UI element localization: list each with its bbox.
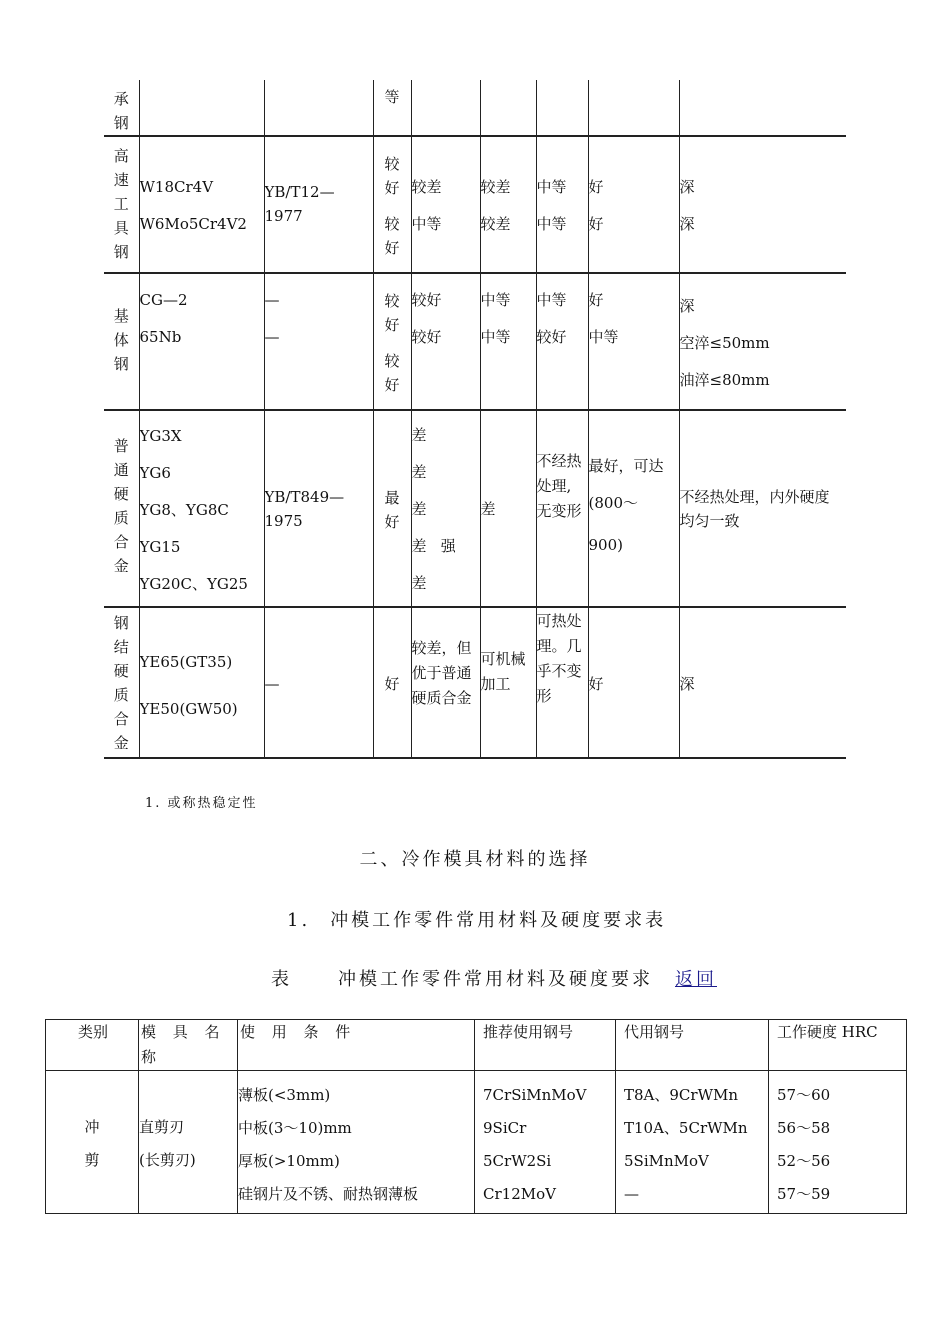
property-cell: 较差，但优于普通硬质合金 — [411, 607, 480, 758]
property-cell: 不经热处理，内外硬度均匀一致 — [679, 410, 846, 607]
table-row — [104, 273, 846, 410]
property-cell: 差 差 差 差 强 差 — [411, 410, 480, 607]
property-cell: 好 — [588, 607, 679, 758]
die-materials-table — [45, 1019, 907, 1214]
column-header: 模 具 名 称 — [139, 1020, 238, 1071]
grade-cell: W18Cr4V W6Mo5Cr4V2 — [139, 136, 264, 273]
property-cell: 较差 较差 — [480, 136, 536, 273]
property-cell: 较好 较好 — [373, 273, 411, 410]
property-cell: 差 — [480, 410, 536, 607]
hardness-cell: 57～60 56～58 52～56 57～59 — [769, 1071, 907, 1214]
recommended-steel-cell: 7CrSiMnMoV 9SiCr 5CrW2Si Cr12MoV — [475, 1071, 616, 1214]
category-cell: 高 速 工 具 钢 — [104, 136, 139, 273]
table-row — [104, 80, 846, 136]
property-cell: 中等 中等 — [536, 136, 588, 273]
property-cell: 等 — [373, 80, 411, 136]
table-row — [46, 1071, 907, 1214]
table-row — [104, 136, 846, 273]
column-header: 代用钢号 — [616, 1020, 769, 1071]
property-cell: 好 好 — [588, 136, 679, 273]
standard-cell: — — [264, 607, 373, 758]
grade-cell: YE65(GT35) YE50(GW50) — [139, 607, 264, 758]
standard-cell: YB/T12—1977 — [264, 136, 373, 273]
property-cell: 较好 较好 — [373, 136, 411, 273]
table-row — [104, 607, 846, 758]
property-cell: 深 深 — [679, 136, 846, 273]
property-cell: 较好 较好 — [411, 273, 480, 410]
column-header: 类别 — [46, 1020, 139, 1071]
column-header: 使 用 条 件 — [238, 1020, 475, 1071]
property-cell: 不经热处理,无变形 — [536, 410, 588, 607]
steel-properties-table — [104, 80, 846, 759]
column-header: 工作硬度 HRC — [769, 1020, 907, 1071]
property-cell: 较差 中等 — [411, 136, 480, 273]
property-cell: 可机械加工 — [480, 607, 536, 758]
return-link[interactable]: 返回 — [675, 969, 717, 990]
table-row — [104, 410, 846, 607]
property-cell: 最好，可达 (800～ 900) — [588, 410, 679, 607]
category-cell: 基 体 钢 — [104, 273, 139, 410]
subsection-heading: 1. 冲模工作零件常用材料及硬度要求表 — [287, 910, 667, 931]
die-name-cell: 直剪刃 (长剪刃) — [139, 1071, 238, 1214]
table-header-row — [46, 1020, 907, 1071]
property-cell: 中等 较好 — [536, 273, 588, 410]
property-cell: 好 — [373, 607, 411, 758]
property-cell: 好 中等 — [588, 273, 679, 410]
substitute-steel-cell: T8A、9CrWMn T10A、5CrWMn 5SiMnMoV — — [616, 1071, 769, 1214]
property-cell: 中等 中等 — [480, 273, 536, 410]
standard-cell: — — — [264, 273, 373, 410]
property-cell: 深 空淬≤50mm 油淬≤80mm — [679, 273, 846, 410]
category-cell: 承 钢 — [104, 80, 139, 136]
section-heading: 二、冷作模具材料的选择 — [359, 849, 591, 870]
property-cell: 可热处理。几乎不变形 — [536, 607, 588, 758]
category-cell: 冲 剪 — [46, 1071, 139, 1214]
conditions-cell: 薄板(<3mm) 中板(3～10)mm 厚板(>10mm) 硅钢片及不锈、耐热钢薄板 — [238, 1071, 475, 1214]
property-cell: 深 — [679, 607, 846, 758]
table-caption: 表 冲模工作零件常用材料及硬度要求 返回 — [271, 969, 717, 990]
category-cell: 普 通 硬 质 合 金 — [104, 410, 139, 607]
grade-cell: YG3X YG6 YG8、YG8C YG15 YG20C、YG25 — [139, 410, 264, 607]
property-cell: 最好 — [373, 410, 411, 607]
category-cell: 钢 结 硬 质 合 金 — [104, 607, 139, 758]
footnote: 1. 或称热稳定性 — [145, 796, 258, 811]
column-header: 推荐使用钢号 — [475, 1020, 616, 1071]
standard-cell: YB/T849—1975 — [264, 410, 373, 607]
grade-cell: CG—2 65Nb — [139, 273, 264, 410]
